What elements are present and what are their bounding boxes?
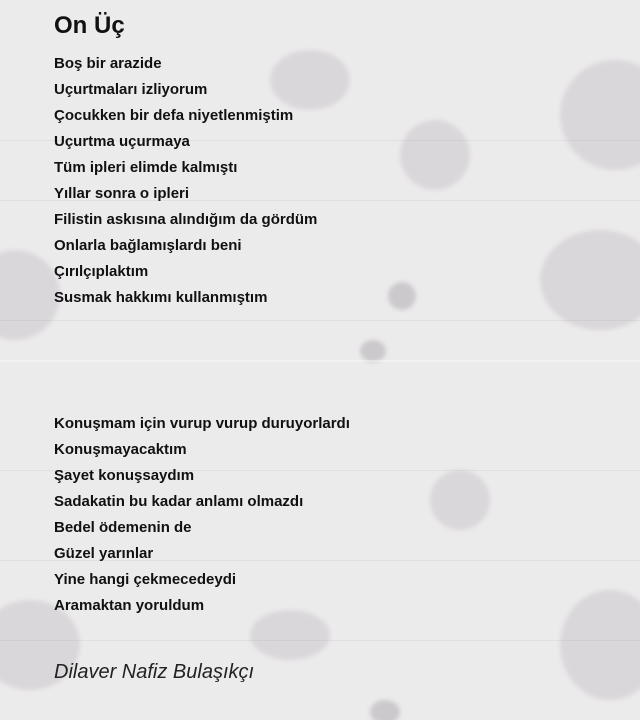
poem-line: Boş bir arazide [54, 55, 162, 72]
ink-blot [540, 230, 640, 330]
poem-line: Çırılçıplaktım [54, 263, 149, 280]
poem-line: Filistin askısına alındığım da gördüm [54, 211, 318, 228]
poem-line: Konuşmayacaktım [54, 441, 187, 458]
poem-line: Konuşmam için vurup vurup duruyorlardı [54, 415, 350, 432]
paper-line [0, 640, 640, 641]
poem-line: Uçurtmaları izliyorum [54, 81, 208, 98]
poem-line: Bedel ödemenin de [54, 519, 192, 536]
poem-line: Uçurtma uçurmaya [54, 133, 190, 150]
ink-blot [0, 250, 60, 340]
poem-line: Yıllar sonra o ipleri [54, 185, 190, 202]
poem-line: Şayet konuşsaydım [54, 467, 195, 484]
image-seam [0, 360, 640, 362]
poem-line: Tüm ipleri elimde kalmıştı [54, 159, 238, 176]
ink-blot [360, 340, 386, 362]
poem-line: Aramaktan yoruldum [54, 597, 205, 614]
ink-blot [388, 282, 416, 310]
poem-line: Sadakatin bu kadar anlamı olmazdı [54, 493, 304, 510]
poem-line: Onlarla bağlamışlardı beni [54, 237, 242, 254]
poem-line: Yine hangi çekmecedeydi [54, 571, 237, 588]
poem-line: Susmak hakkımı kullanmıştım [54, 289, 268, 306]
poem-line: Çocukken bir defa niyetlenmiştim [54, 107, 294, 124]
ink-blot [560, 60, 640, 170]
poem-title: On Üç [54, 12, 125, 39]
poem-line: Güzel yarınlar [54, 545, 154, 562]
paper-line [0, 320, 640, 321]
ink-blot [370, 700, 400, 720]
poem-author: Dilaver Nafiz Bulaşıkçı [54, 661, 255, 683]
stanza-1 [54, 51, 317, 311]
stanza-2 [54, 411, 350, 619]
ink-blot [560, 590, 640, 700]
ink-blot [430, 470, 490, 530]
ink-blot [400, 120, 470, 190]
